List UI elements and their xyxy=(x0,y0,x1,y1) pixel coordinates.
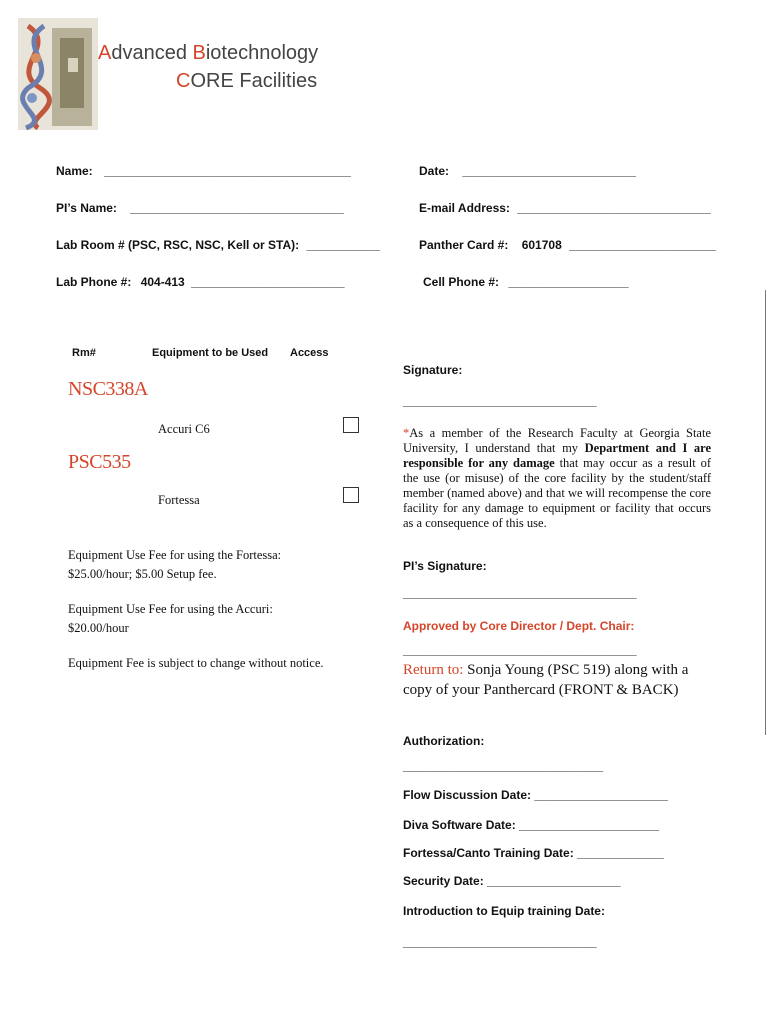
lab-room-label: Lab Room # (PSC, RSC, NSC, Kell or STA): xyxy=(56,238,300,252)
date-label: Date: xyxy=(419,164,450,178)
equipment-fortessa: Fortessa xyxy=(158,493,200,507)
email-blank[interactable]: _____________________________ xyxy=(517,201,711,215)
fee-change-notice: Equipment Fee is subject to change without notice. xyxy=(68,656,324,670)
col-header-rm: Rm# xyxy=(72,347,96,359)
panther-card-blank[interactable]: ______________________ xyxy=(569,238,716,252)
pi-name-label: PI’s Name: xyxy=(56,201,117,215)
email-field[interactable] xyxy=(419,201,711,215)
date-blank[interactable]: __________________________ xyxy=(462,164,636,178)
lab-phone-field[interactable] xyxy=(56,275,345,289)
signature-label: Signature: xyxy=(403,363,463,377)
accuri-fee-line2: $20.00/hour xyxy=(68,621,129,635)
cell-phone-field[interactable] xyxy=(423,275,629,289)
fortessa-canto-training-field[interactable]: Fortessa/Canto Training Date: _____________ xyxy=(403,846,664,860)
fortessa-fee-line1: Equipment Use Fee for using the Fortessa: xyxy=(68,548,282,562)
lab-room-blank[interactable]: ___________ xyxy=(306,238,380,252)
note-bold-clause: Department and I are responsible for any damage xyxy=(403,441,712,470)
lab-phone-value: 404-413 xyxy=(140,275,185,289)
approved-label: Approved by Core Director / Dept. Chair: xyxy=(403,619,635,633)
pi-name-field[interactable] xyxy=(56,201,344,215)
pi-name-blank[interactable]: ________________________________ xyxy=(130,201,344,215)
intro-training-label: Introduction to Equip training Date: xyxy=(403,904,605,918)
name-blank[interactable]: _____________________________________ xyxy=(104,164,351,178)
note-asterisk: * xyxy=(403,426,410,440)
authorization-blank[interactable]: ______________________________ xyxy=(403,759,604,773)
fortessa-access-checkbox[interactable] xyxy=(343,487,359,503)
right-edge-rule xyxy=(765,290,766,735)
pi-signature-label: PI’s Signature: xyxy=(403,559,487,573)
room-nsc338a: NSC338A xyxy=(68,378,148,400)
diva-software-field[interactable]: Diva Software Date: _____________________ xyxy=(403,818,660,832)
equipment-accuri: Accuri C6 xyxy=(158,422,210,436)
email-label: E-mail Address: xyxy=(419,201,510,215)
flow-discussion-field[interactable]: Flow Discussion Date: ____________________ xyxy=(403,788,668,802)
responsibility-note: *As a member of the Research Faculty at Georgia State University, I understand that my Department and I are responsible for any damage that may occur as a result of the use (or misuse) of the core facility by the student/staff member (named above) and that we will recompense the core facility for any damage to equipment or facility that occurs as a consequence of this use. xyxy=(403,426,712,530)
fortessa-fee-line2: $25.00/hour; $5.00 Setup fee. xyxy=(68,567,217,581)
lab-phone-blank[interactable]: _______________________ xyxy=(191,275,345,289)
panther-card-value: 601708 xyxy=(521,238,562,252)
panther-card-label: Panther Card #: xyxy=(419,238,509,252)
pi-signature-blank[interactable]: ___________________________________ xyxy=(403,586,637,600)
date-field[interactable] xyxy=(419,164,636,178)
security-date-field[interactable]: Security Date: ____________________ xyxy=(403,874,621,888)
authorization-label: Authorization: xyxy=(403,734,485,748)
room-psc535: PSC535 xyxy=(68,451,131,473)
panther-card-field[interactable] xyxy=(419,238,716,252)
cell-phone-label: Cell Phone #: xyxy=(423,275,500,289)
accuri-fee-line1: Equipment Use Fee for using the Accuri: xyxy=(68,602,273,616)
signature-blank[interactable]: _____________________________ xyxy=(403,394,597,408)
cell-phone-blank[interactable]: __________________ xyxy=(508,275,629,289)
name-field[interactable] xyxy=(56,164,351,178)
lab-phone-label: Lab Phone #: xyxy=(56,275,132,289)
col-header-equipment: Equipment to be Used xyxy=(152,347,269,359)
name-label: Name: xyxy=(56,164,93,178)
logo-title-line2: CORE Facilities xyxy=(176,70,318,92)
logo-dna-image xyxy=(18,18,98,130)
logo-title-line1: Advanced Biotechnology xyxy=(98,42,319,64)
intro-training-blank[interactable]: _____________________________ xyxy=(403,935,597,949)
accuri-access-checkbox[interactable] xyxy=(343,417,359,433)
lab-room-field[interactable] xyxy=(56,238,380,252)
return-instructions: Return to: Sonja Young (PSC 519) along with a copy of your Panthercard (FRONT & BACK) xyxy=(403,662,689,698)
approved-blank[interactable]: ___________________________________ xyxy=(403,643,637,657)
col-header-access: Access xyxy=(290,347,329,359)
return-label: Return to: xyxy=(403,662,464,678)
